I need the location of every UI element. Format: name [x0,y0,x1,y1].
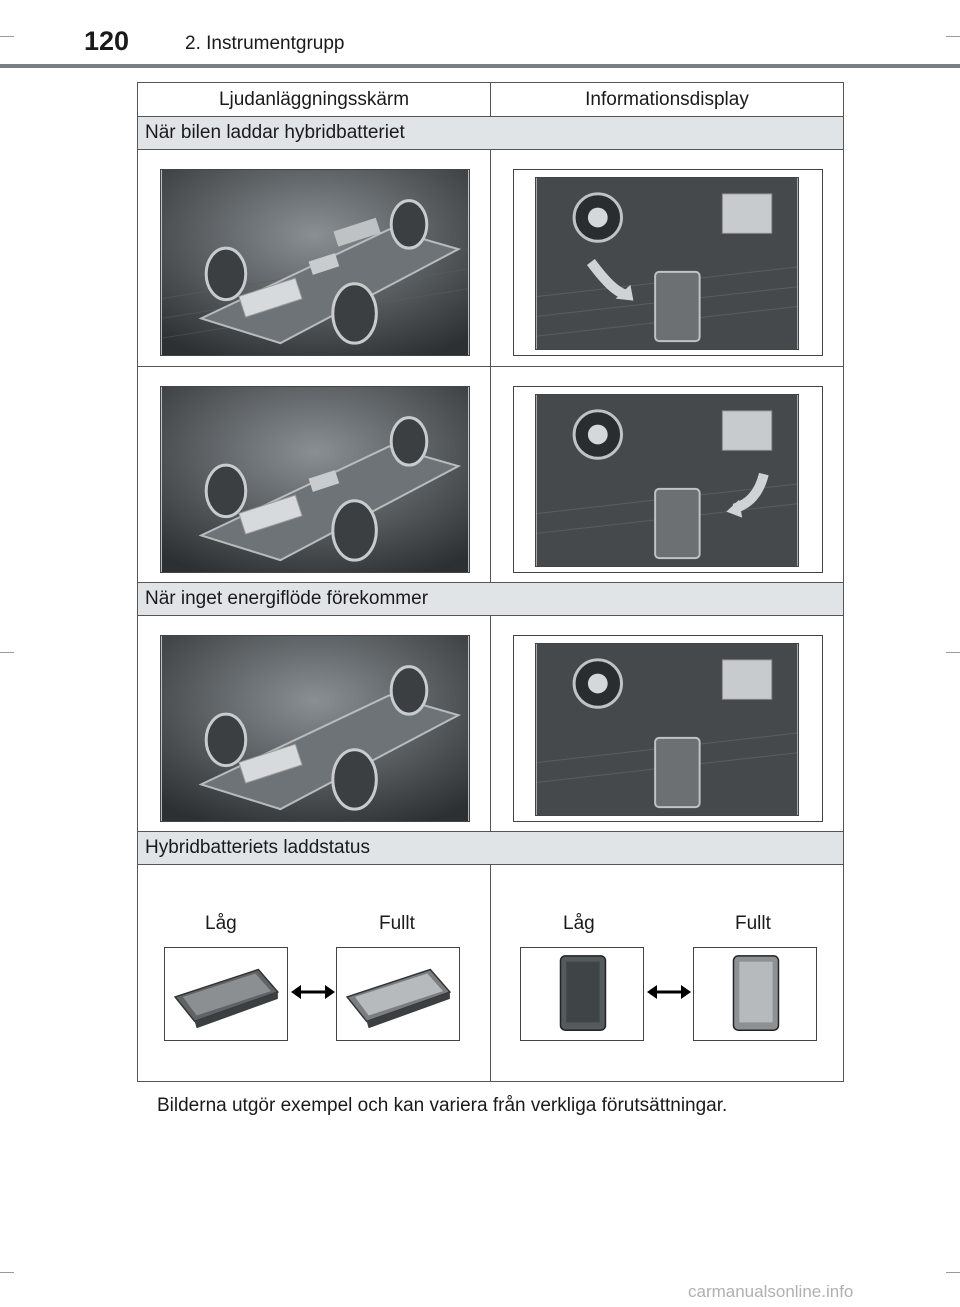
car-chassis-icon [160,635,470,822]
battery-icon [164,947,288,1041]
column-divider [490,616,491,831]
column-divider [490,83,491,116]
section-title: 2. Instrumentgrupp [185,33,345,54]
column-divider [490,865,491,1081]
crop-mark [0,652,14,653]
header-divider [0,64,960,68]
watermark: carmanualsonline.info [688,1282,854,1301]
energy-flow-icon [535,177,799,350]
column-heading-audio: Ljudanläggningsskärm [218,88,410,110]
column-divider [490,150,491,582]
column-heading-info: Informationsdisplay [585,88,749,110]
page-number: 120 [84,26,130,56]
energy-flow-icon [535,394,799,567]
battery-icon [693,947,817,1041]
section-no-flow: När inget energiflöde förekommer [138,583,843,615]
double-arrow-icon [291,982,335,1002]
battery-full-label: Fullt [735,913,771,934]
crop-mark [946,1272,960,1273]
crop-mark [946,652,960,653]
section-charging: När bilen laddar hybridbatteriet [138,117,843,149]
crop-mark [946,36,960,37]
section-battery-status: Hybridbatteriets laddstatus [138,832,843,864]
energy-monitor-table [137,82,844,1082]
crop-mark [0,36,14,37]
battery-icon [336,947,460,1041]
double-arrow-icon [647,982,691,1002]
battery-full-label: Fullt [379,913,415,934]
crop-mark [0,1272,14,1273]
battery-low-label: Låg [205,913,237,934]
figure-caption: Bilderna utgör exempel och kan variera från verkliga förutsättningar. [157,1095,728,1116]
car-chassis-icon [160,386,470,573]
car-chassis-icon [160,169,470,356]
battery-icon [520,947,644,1041]
energy-flow-icon [535,643,799,816]
battery-low-label: Låg [563,913,595,934]
